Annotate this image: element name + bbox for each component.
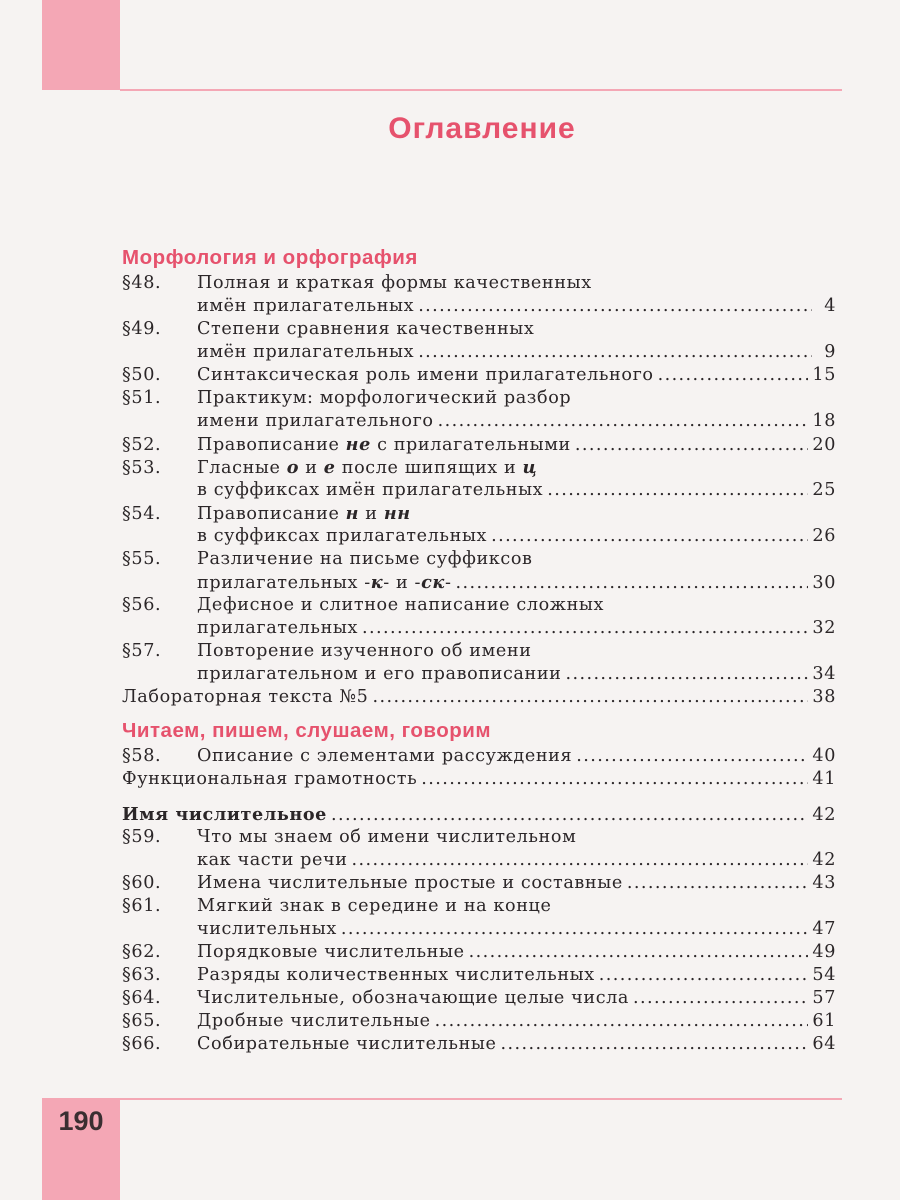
section-heading-read-write: Читаем, пишем, слушаем, говорим [122,719,492,742]
entry-title: Дефисное и слитное написание сложных [197,595,605,615]
dot-leader [418,295,812,318]
toc-entry-63[interactable] [122,964,836,987]
entry-title: Числительные, обозначающие целые числа [197,988,630,1008]
dot-leader [438,410,809,433]
toc-entry-55[interactable] [122,548,836,594]
entry-page: 54 [812,965,836,985]
entry-page: 41 [812,769,836,789]
page-number: 190 [58,1106,104,1136]
entry-title-cont: прилагательном и его правописании [197,664,562,684]
highlight-letters: не [345,434,371,455]
entry-number: §53. [122,458,162,478]
highlight-letters: о [286,457,300,478]
entry-title-cont: имён прилагательных [197,342,415,362]
dot-leader [547,479,808,502]
entry-number: §55. [122,549,162,569]
entry-number: §64. [122,988,162,1008]
entry-number: §49. [122,319,162,339]
entry-title: Гласные о и е после шипящих и ц [197,457,538,478]
toc-entry-53[interactable] [122,456,836,502]
entry-page: 47 [812,919,836,939]
entry-number: §60. [122,873,162,893]
entry-title: Синтаксическая роль имени прилагательного [197,365,654,385]
toc-entry-functional-literacy[interactable] [122,768,836,791]
entry-number: §56. [122,595,162,615]
page-title: Оглавление [388,112,576,145]
toc-entry-54[interactable] [122,502,836,548]
dot-leader [421,768,808,791]
chapter-title: Имя числительное [122,804,327,825]
entry-page: 25 [812,480,836,500]
entry-title: Правописание не с прилагательными [197,434,571,455]
entry-page: 43 [812,873,836,893]
dot-leader [658,364,809,387]
entry-title-cont: в суффиксах прилагательных [197,526,488,546]
toc-entry-66[interactable] [122,1033,836,1056]
dot-leader [501,1033,809,1056]
dot-leader [491,525,808,548]
entry-title: Практикум: морфологический разбор [197,388,572,408]
toc-entry-61[interactable] [122,895,836,941]
entry-number: §66. [122,1034,162,1054]
entry-title-cont: в суффиксах имён прилагательных [197,480,544,500]
dot-leader [633,987,808,1010]
entry-title: Разряды количественных числительных [197,965,595,985]
toc-entry-60[interactable] [122,872,836,895]
dot-leader [599,964,809,987]
dot-leader [565,663,808,686]
entry-number: §61. [122,896,162,916]
entry-page: 20 [812,435,836,455]
entry-title-cont: имён прилагательных [197,296,415,316]
entry-number: §59. [122,827,162,847]
top-color-tab [42,0,120,90]
toc-entry-56[interactable] [122,594,836,640]
top-rule [120,89,842,91]
entry-number: §48. [122,273,162,293]
entry-number: §54. [122,504,162,524]
entry-title: Что мы знаем об имени числительном [197,827,577,847]
entry-page: 18 [812,411,836,431]
entry-page: 49 [812,942,836,962]
toc-entry-numeral-chapter[interactable] [122,803,836,826]
entry-page: 30 [812,573,836,593]
entry-title: Степени сравнения качественных [197,319,535,339]
dot-leader [331,804,808,827]
entry-page: 64 [812,1034,836,1054]
entry-title: Повторение изученного об имени [197,641,532,661]
section-heading-morphology: Морфология и орфография [122,246,418,269]
highlight-letters: к [370,572,384,593]
entry-title: Имена числительные простые и составные [197,873,623,893]
dot-leader [469,941,809,964]
entry-number: §58. [122,746,162,766]
dot-leader [362,617,808,640]
entry-number: §63. [122,965,162,985]
entry-title: Различение на письме суффиксов [197,549,533,569]
highlight-letters: н [345,503,360,524]
entry-title-cont: как части речи [197,850,348,870]
spacer [122,791,836,803]
toc-entry-48[interactable] [122,272,836,318]
entry-number: §51. [122,388,162,408]
dot-leader [576,745,808,768]
entry-page: 4 [824,296,836,316]
toc-entry-50[interactable] [122,364,836,387]
highlight-letters: нн [383,503,411,524]
highlight-letters: ск [421,572,445,593]
toc-entry-58[interactable] [122,745,836,768]
toc-entry-62[interactable] [122,941,836,964]
entry-page: 34 [812,664,836,684]
entry-number: §52. [122,435,162,455]
entry-page: 26 [812,526,836,546]
dot-leader [352,849,809,872]
entry-title-cont: прилагательных -к- и -ск- [197,572,452,593]
toc-entry-49[interactable] [122,318,836,364]
highlight-letters: ц [522,457,538,478]
entry-title: Описание с элементами рассуждения [197,746,573,766]
entry-page: 9 [824,342,836,362]
entry-page: 42 [812,805,836,825]
toc-entry-52[interactable] [122,433,836,456]
entry-page: 38 [812,687,836,707]
bottom-rule [120,1098,842,1100]
entry-title: Собирательные числительные [197,1034,497,1054]
dot-leader [418,341,812,364]
dot-leader [575,434,809,457]
dot-leader [455,572,808,595]
dot-leader [341,918,809,941]
entry-title: Правописание н и нн [197,503,411,524]
toc-entry-57[interactable] [122,640,836,686]
entry-title: Мягкий знак в середине и на конце [197,896,552,916]
entry-title: Лабораторная текста №5 [122,687,369,707]
highlight-letters: е [323,457,336,478]
entry-page: 61 [812,1011,836,1031]
entry-title: Функциональная грамотность [122,769,418,789]
entry-number: §57. [122,641,162,661]
entry-title-cont: прилагательных [197,618,359,638]
entry-page: 15 [812,365,836,385]
toc-entry-59[interactable] [122,826,836,872]
entry-title: Дробные числительные [197,1011,431,1031]
dot-leader [435,1010,809,1033]
toc-entry-64[interactable] [122,987,836,1010]
entry-number: §62. [122,942,162,962]
table-of-contents [122,244,836,1056]
toc-entry-65[interactable] [122,1010,836,1033]
toc-entry-51[interactable] [122,387,836,433]
entry-page: 57 [812,988,836,1008]
entry-title: Порядковые числительные [197,942,465,962]
entry-page: 32 [812,618,836,638]
entry-number: §65. [122,1011,162,1031]
entry-title-cont: числительных [197,919,337,939]
dot-leader [372,686,808,709]
toc-entry-laboratory[interactable] [122,686,836,709]
entry-page: 42 [812,850,836,870]
entry-number: §50. [122,365,162,385]
entry-title: Полная и краткая формы качественных [197,273,592,293]
entry-title-cont: имени прилагательного [197,411,434,431]
dot-leader [627,872,809,895]
entry-page: 40 [812,746,836,766]
